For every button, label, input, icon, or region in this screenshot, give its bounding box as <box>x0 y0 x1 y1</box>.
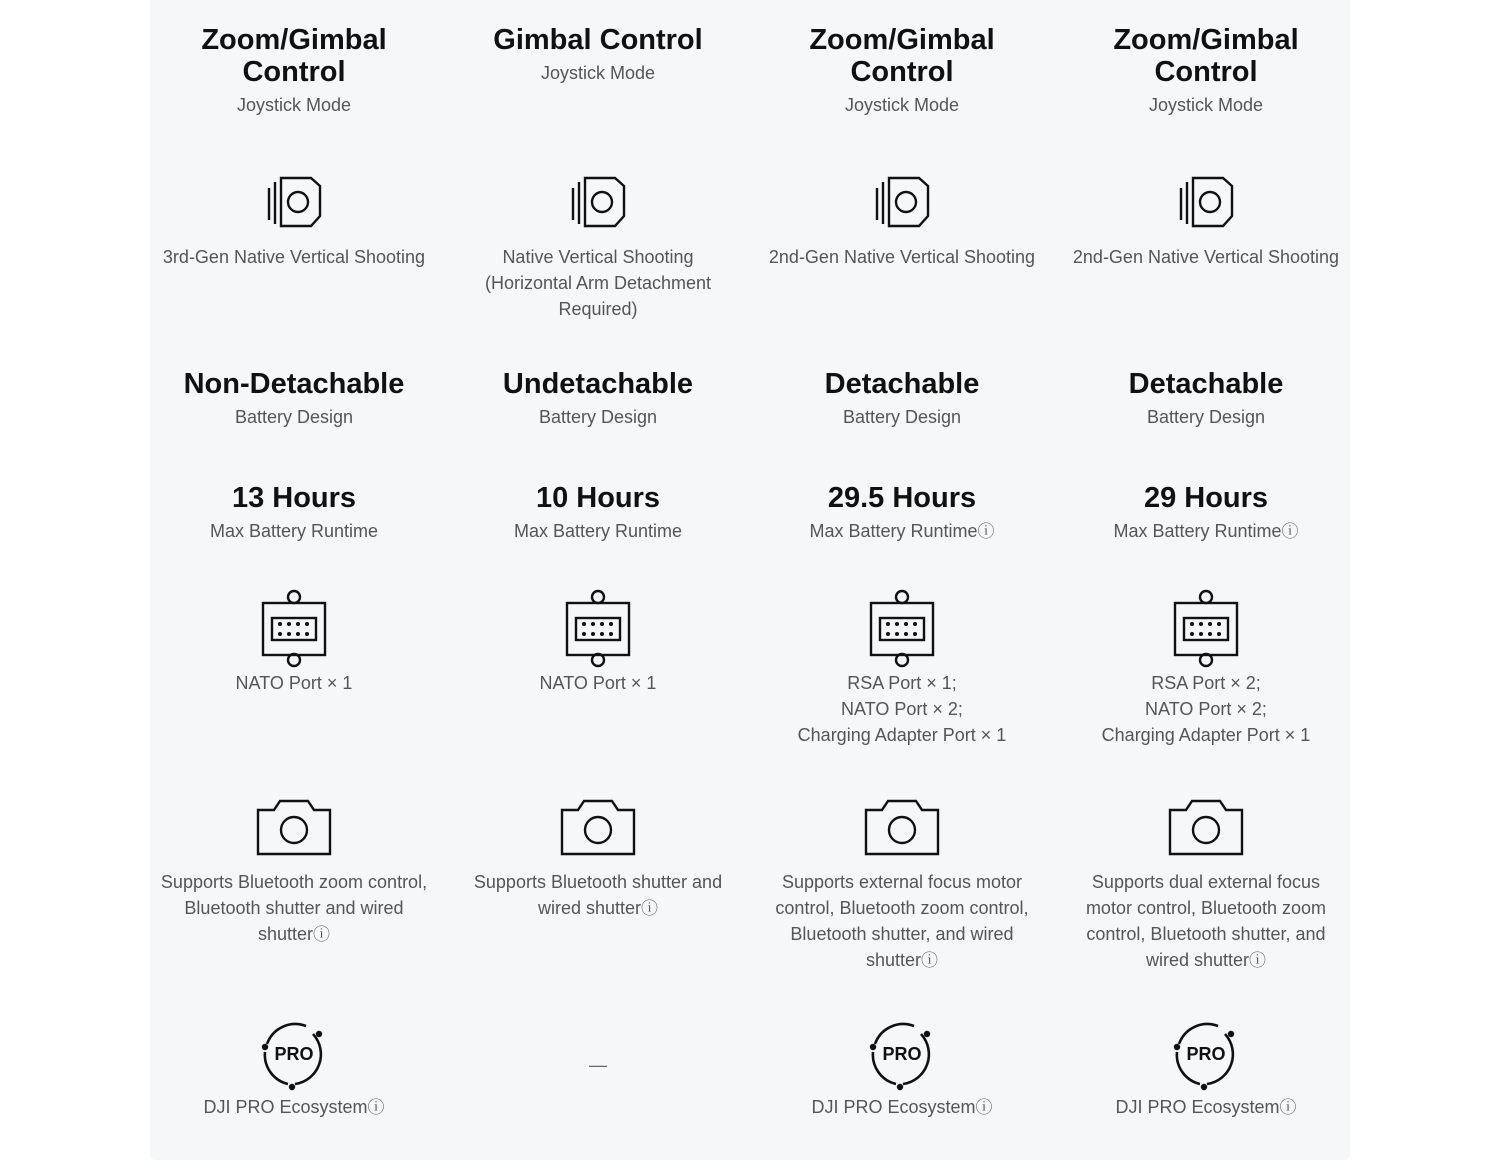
control-title: Gimbal Control <box>493 24 703 56</box>
info-icon[interactable]: ⓘ <box>1249 951 1267 970</box>
pro-text: DJI PRO Ecosystem <box>203 1097 368 1117</box>
runtime-block <box>767 482 1037 545</box>
vertical-shooting-text: 2nd-Gen Native Vertical Shooting <box>768 247 1036 267</box>
info-icon[interactable]: ⓘ <box>1281 522 1299 541</box>
info-icon[interactable]: ⓘ <box>921 951 939 970</box>
info-icon[interactable]: ⓘ <box>641 899 659 918</box>
port-line: Charging Adapter Port × 1 <box>797 725 1007 745</box>
camera-text: Supports Bluetooth zoom control, Bluetooth shutter and wired shutter <box>160 872 428 944</box>
camera-block <box>1071 869 1341 974</box>
port-line: NATO Port × 2; <box>1145 699 1267 719</box>
runtime-subtitle: Max Battery Runtime <box>1113 521 1282 541</box>
ports-text <box>463 670 733 696</box>
pro-block <box>463 1052 733 1078</box>
control-block <box>463 24 733 86</box>
control-subtitle: Joystick Mode <box>540 63 656 83</box>
battery-title: Non-Detachable <box>183 368 405 400</box>
port-icon <box>1161 588 1251 668</box>
control-subtitle: Joystick Mode <box>844 95 960 115</box>
port-line: RSA Port × 1; <box>847 673 957 693</box>
runtime-title: 29.5 Hours <box>827 482 977 514</box>
camera-text: Supports external focus motor control, Bluetooth zoom control, Bluetooth shutter, and wired shutter <box>775 872 1029 970</box>
control-block <box>1071 24 1341 118</box>
pro-ecosystem-icon <box>857 1014 947 1094</box>
port-icon <box>553 588 643 668</box>
control-title: Zoom/Gimbal Control <box>809 24 995 88</box>
port-line: RSA Port × 2; <box>1151 673 1261 693</box>
pro-ecosystem-icon <box>249 1014 339 1094</box>
battery-block <box>463 368 733 430</box>
battery-subtitle: Battery Design <box>234 407 354 427</box>
vertical-shooting-text: Native Vertical Shooting (Horizontal Arm Detachment Required) <box>484 247 712 319</box>
battery-block <box>1071 368 1341 430</box>
pro-block <box>1071 1094 1341 1121</box>
vertical-shooting-text: 2nd-Gen Native Vertical Shooting <box>1072 247 1340 267</box>
battery-subtitle: Battery Design <box>538 407 658 427</box>
pro-ecosystem-icon <box>1161 1014 1251 1094</box>
vertical-shooting-text: 3rd-Gen Native Vertical Shooting <box>162 247 426 267</box>
pro-block <box>159 1094 429 1121</box>
vertical-shooting-icon <box>857 174 947 230</box>
pro-label: PRO <box>274 1044 314 1064</box>
vertical-shooting-icon <box>249 174 339 230</box>
battery-subtitle: Battery Design <box>842 407 962 427</box>
runtime-block <box>1071 482 1341 545</box>
runtime-subtitle: Max Battery Runtime <box>513 521 683 541</box>
camera-text: Supports dual external focus motor control, Bluetooth zoom control, Bluetooth shutter, and wired shutter <box>1085 872 1327 970</box>
info-icon[interactable]: ⓘ <box>367 1098 385 1117</box>
pro-text: — <box>589 1055 607 1075</box>
runtime-block <box>159 482 429 544</box>
battery-block <box>767 368 1037 430</box>
pro-label: PRO <box>1186 1044 1226 1064</box>
port-icon <box>857 588 947 668</box>
info-icon[interactable]: ⓘ <box>313 925 331 944</box>
info-icon[interactable]: ⓘ <box>975 1098 993 1117</box>
vertical-shooting-icon <box>1161 174 1251 230</box>
battery-subtitle: Battery Design <box>1146 407 1266 427</box>
control-title: Zoom/Gimbal Control <box>1113 24 1299 88</box>
info-icon[interactable]: ⓘ <box>1279 1098 1297 1117</box>
vertical-shooting-icon <box>553 174 643 230</box>
battery-title: Detachable <box>824 368 980 400</box>
ports-text <box>1071 670 1341 748</box>
camera-icon <box>553 798 643 858</box>
camera-block <box>767 869 1037 974</box>
ports-text <box>159 670 429 696</box>
info-icon[interactable]: ⓘ <box>977 522 995 541</box>
runtime-title: 29 Hours <box>1143 482 1269 514</box>
camera-block <box>159 869 429 948</box>
control-subtitle: Joystick Mode <box>236 95 352 115</box>
camera-block <box>463 869 733 922</box>
camera-text: Supports Bluetooth shutter and wired shutter <box>473 872 723 918</box>
control-title: Zoom/Gimbal Control <box>201 24 387 88</box>
camera-icon <box>1161 798 1251 858</box>
control-block <box>767 24 1037 118</box>
pro-block <box>767 1094 1037 1121</box>
runtime-block <box>463 482 733 544</box>
ports-text <box>767 670 1037 748</box>
runtime-title: 13 Hours <box>231 482 357 514</box>
port-icon <box>249 588 339 668</box>
port-line: NATO Port × 1 <box>235 673 353 693</box>
port-line: NATO Port × 2; <box>841 699 963 719</box>
pro-label: PRO <box>882 1044 922 1064</box>
camera-icon <box>249 798 339 858</box>
port-line: Charging Adapter Port × 1 <box>1101 725 1311 745</box>
runtime-subtitle: Max Battery Runtime <box>209 521 379 541</box>
control-subtitle: Joystick Mode <box>1148 95 1264 115</box>
battery-title: Detachable <box>1128 368 1284 400</box>
control-block <box>159 24 429 118</box>
pro-text: DJI PRO Ecosystem <box>811 1097 976 1117</box>
battery-block <box>159 368 429 430</box>
camera-icon <box>857 798 947 858</box>
pro-text: DJI PRO Ecosystem <box>1115 1097 1280 1117</box>
runtime-title: 10 Hours <box>535 482 661 514</box>
battery-title: Undetachable <box>502 368 694 400</box>
port-line: NATO Port × 1 <box>539 673 657 693</box>
runtime-subtitle: Max Battery Runtime <box>809 521 978 541</box>
